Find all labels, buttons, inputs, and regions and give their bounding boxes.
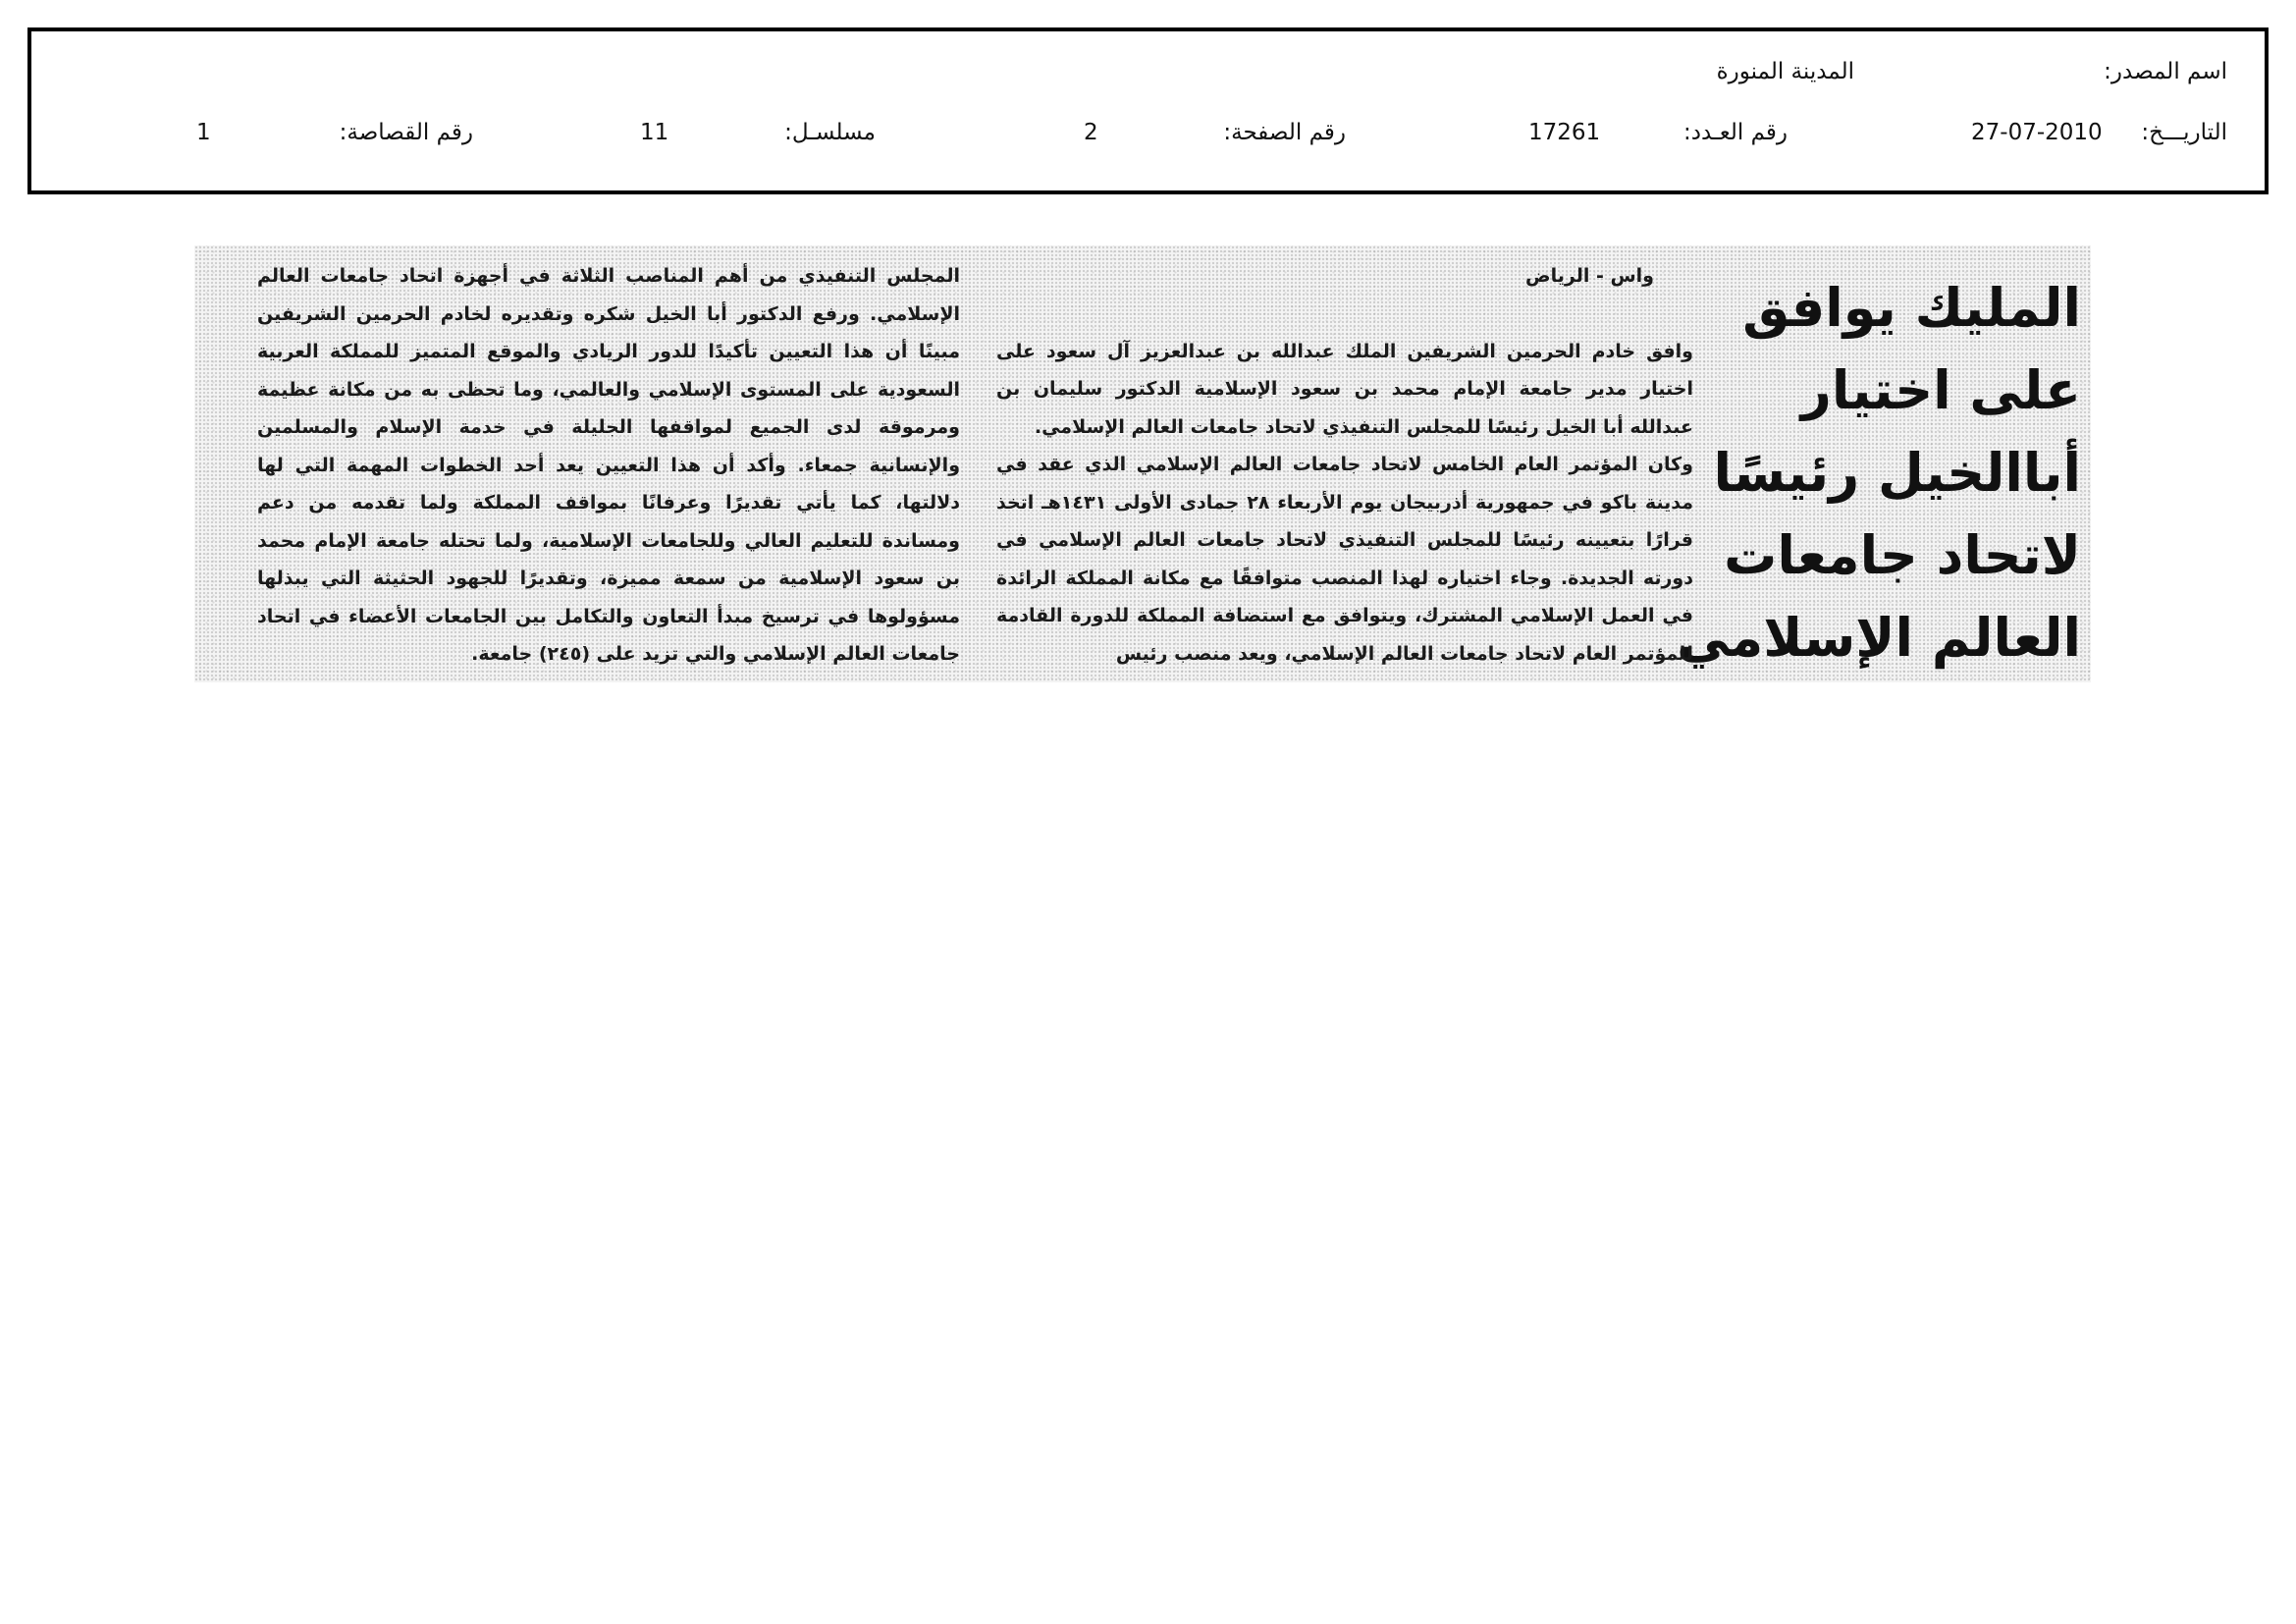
source-value: المدينة المنورة <box>1716 59 1854 84</box>
date-value: 27-07-2010 <box>1971 120 2103 145</box>
headline-line: العالم الإسلامي <box>1677 607 2081 669</box>
article-column-right <box>996 257 1693 673</box>
article-paragraph: وافق خادم الحرمين الشريفين الملك عبدالله بن عبدالعزيز آل سعود على اختيار مدير جامعة الإمام محمد بن سعود الإسلامية الدكتور سليمان بن عبدالله أبا الخيل رئيسًا للمجلس التنفيذي لاتحاد جامعات العالم الإسلامي. <box>996 340 1693 438</box>
issue-label: رقم العـدد: <box>1682 120 1788 145</box>
article-paragraph: المجلس التنفيذي من أهم المناصب الثلاثة في أجهزة اتحاد جامعات العالم الإسلامي. ورفع الدكتور أبا الخيل شكره وتقديره لخادم الحرمين الشريفين مبينًا أن هذا التعيين تأكيدًا للدور الريادي والموقع المتميز للمملكة العربية السعودية على المستوى الإسلامي والعالمي، وما تحظى به من مكانة عظيمة ومرموقة لدى الجميع لمواقفها الجليلة في خدمة الإسلام والمسلمين والإنسانية جمعاء. وأكد أن هذا التعيين يعد أحد الخطوات المهمة التي لها دلالتها، كما يأتي تقديرًا وعرفانًا بمواقف المملكة ولما تقدمه من دعم ومساندة للتعليم العالي وللجامعات الإسلامية، ولما تحتله جامعة الإمام محمد بن سعود الإسلامية من سمعة مميزة، وتقديرًا للجهود الحثيثة التي يبذلها مسؤولوها في ترسيخ مبدأ التعاون والتكامل بين الجامعات الأعضاء في اتحاد جامعات العالم الإسلامي والتي تزيد على (٢٤٥) جامعة. <box>257 265 960 665</box>
date-label: التاريـــخ: <box>2141 120 2227 145</box>
headline-line: أباالخيل رئيسًا <box>1713 442 2081 504</box>
page-value: 2 <box>1084 120 1098 145</box>
headline-line: على اختيار <box>1800 359 2081 421</box>
headline-line: المليك يوافق <box>1742 277 2081 339</box>
headline-line: لاتحاد جامعات <box>1724 524 2081 586</box>
source-label: اسم المصدر: <box>2104 59 2227 84</box>
page-label: رقم الصفحة: <box>1223 120 1346 145</box>
clip-number-label: رقم القصاصة: <box>339 120 473 145</box>
serial-value: 11 <box>640 120 669 145</box>
clip-number-value: 1 <box>196 120 211 145</box>
article-paragraph: وكان المؤتمر العام الخامس لاتحاد جامعات العالم الإسلامي الذي عقد في مدينة باكو في جمهورية أذربيجان يوم الأربعاء ٢٨ جمادى الأولى ١٤٣١هـ اتخذ قرارًا بتعيينه رئيسًا للمجلس التنفيذي لاتحاد جامعات العالم الإسلامي في دورته الجديدة. وجاء اختياره لهذا المنصب متوافقًا مع مكانة المملكة الرائدة في العمل الإسلامي المشترك، ويتوافق مع استضافة المملكة للدورة القادمة للمؤتمر العام لاتحاد جامعات العالم الإسلامي، ويعد منصب رئيس <box>996 454 1693 665</box>
clipping-metadata-box <box>27 27 2269 194</box>
article-byline: واس - الرياض <box>1525 265 1654 287</box>
issue-value: 17261 <box>1528 120 1601 145</box>
serial-label: مسلسـل: <box>784 120 876 145</box>
article-column-left <box>257 257 960 674</box>
article-headline <box>1677 267 2081 679</box>
